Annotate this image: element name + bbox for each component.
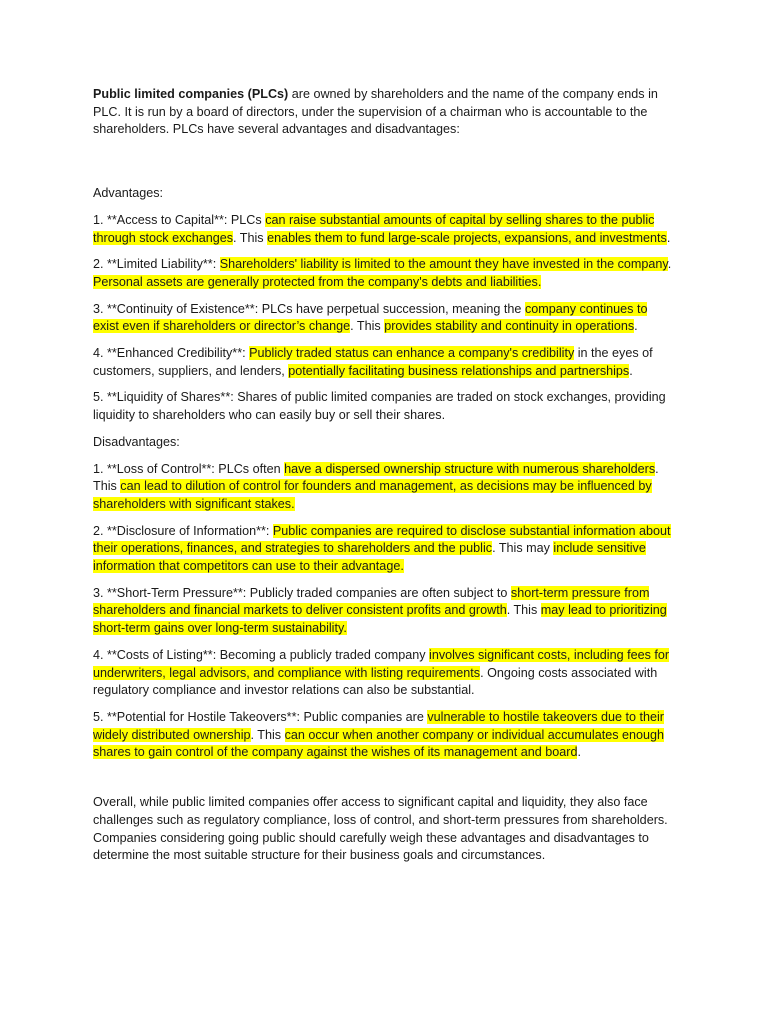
body-text: 2. **Limited Liability**: [93, 257, 220, 272]
advantages-list [93, 212, 676, 425]
intro-text: are owned by shareholders and the name of the company ends in PLC. It is run by a board of directors, under the supervision of a chairman who is accountable to the shareholders. PLCs have several advantages and disadvantages: [93, 87, 658, 137]
body-text: in the eyes of customers, suppliers, and lenders, [93, 346, 653, 378]
disadvantages-list [93, 461, 676, 763]
intro-bold-term: Public limited companies (PLCs) [93, 87, 289, 101]
highlighted-text: vulnerable to hostile takeovers due to their widely distributed ownership [93, 709, 664, 742]
highlighted-text: Personal assets are generally protected from the company's debts and liabilities. [93, 274, 542, 289]
advantages-heading: Advantages: [93, 186, 164, 201]
advantage-item [93, 389, 676, 424]
body-text: . This [506, 603, 541, 618]
highlighted-text: can lead to dilution of control for founders and management, as decisions may be influenced by shareholders with significant stakes. [93, 479, 652, 511]
highlighted-text: Public companies are required to disclose substantial information about their operations, finances, and strategies to shareholders and the public [93, 523, 671, 556]
highlighted-text: enables them to fund large-scale projects, expansions, and investments [267, 230, 667, 245]
body-text: . This may [492, 541, 554, 556]
body-text: . [577, 745, 581, 760]
body-text: . This [350, 319, 385, 334]
body-text: 4. **Costs of Listing**: Becoming a publicly traded company [93, 647, 430, 662]
disadvantage-item [93, 647, 676, 700]
highlighted-text: involves significant costs, including fees for underwriters, legal advisors, and compliance with listing requirements [93, 647, 670, 680]
highlighted-text: can raise substantial amounts of capital by selling shares to the public through stock exchanges [93, 212, 655, 245]
highlighted-text: can occur when another company or individual accumulates enough shares to gain control of the company against the wishes of its management and board [93, 727, 665, 760]
body-text: . [629, 363, 633, 378]
body-text: 1. **Access to Capital**: PLCs [93, 212, 266, 227]
body-text: 4. **Enhanced Credibility**: [93, 346, 250, 361]
body-text: . [634, 319, 638, 334]
highlighted-text: Publicly traded status can enhance a company's credibility [249, 346, 575, 361]
highlighted-text: may lead to prioritizing short-term gains over long-term sustainability. [93, 603, 667, 636]
conclusion-paragraph: Overall, while public limited companies offer access to significant capital and liquidity, they also face challenges such as regulatory compliance, loss of control, and short-term pressures from shareholders. Companies considering going public should carefully weigh these advantages and disadvantages to determine the most suitable structure for their business goals and circumstances. [93, 795, 668, 863]
body-text: . This [250, 727, 285, 742]
body-text: 5. **Potential for Hostile Takeovers**: Public companies are [93, 709, 428, 724]
highlighted-text: provides stability and continuity in operations [384, 319, 635, 334]
body-text: 3. **Continuity of Existence**: PLCs have perpetual succession, meaning the [93, 301, 525, 316]
highlighted-text: have a dispersed ownership structure with numerous shareholders [284, 461, 656, 476]
advantage-item [93, 256, 676, 291]
intro-paragraph [93, 86, 676, 139]
highlighted-text: Shareholders' liability is limited to the amount they have invested in the company [219, 257, 668, 272]
disadvantage-item [93, 461, 676, 514]
advantage-item [93, 212, 676, 247]
disadvantage-item [93, 709, 676, 762]
body-text: . [666, 230, 671, 245]
highlighted-text: include sensitive information that competitors can use to their advantage. [93, 541, 646, 574]
disadvantage-item [93, 585, 676, 638]
body-text: 1. **Loss of Control**: PLCs often [93, 461, 285, 476]
body-text: . This [233, 230, 268, 245]
body-text: . Ongoing costs associated with regulatory compliance and investor relations can also be substantial. [93, 665, 658, 698]
advantage-item [93, 345, 676, 380]
body-text: 5. **Liquidity of Shares**: Shares of public limited companies are traded on stock exchanges, providing liquidity to shareholders who can easily buy or sell their shares. [93, 390, 666, 423]
body-text: . This [93, 461, 659, 494]
body-text: 3. **Short-Term Pressure**: Publicly traded companies are often subject to [93, 585, 511, 600]
highlighted-text: potentially facilitating business relationships and partnerships [288, 363, 630, 378]
highlighted-text: short-term pressure from shareholders and financial markets to deliver consistent profits and growth [93, 585, 650, 618]
body-text: . [667, 257, 672, 272]
disadvantage-item [93, 523, 676, 576]
advantage-item [93, 301, 676, 336]
highlighted-text: company continues to exist even if shareholders or director’s change [93, 301, 648, 334]
body-text: 2. **Disclosure of Information**: [93, 523, 273, 538]
disadvantages-heading: Disadvantages: [93, 434, 180, 449]
